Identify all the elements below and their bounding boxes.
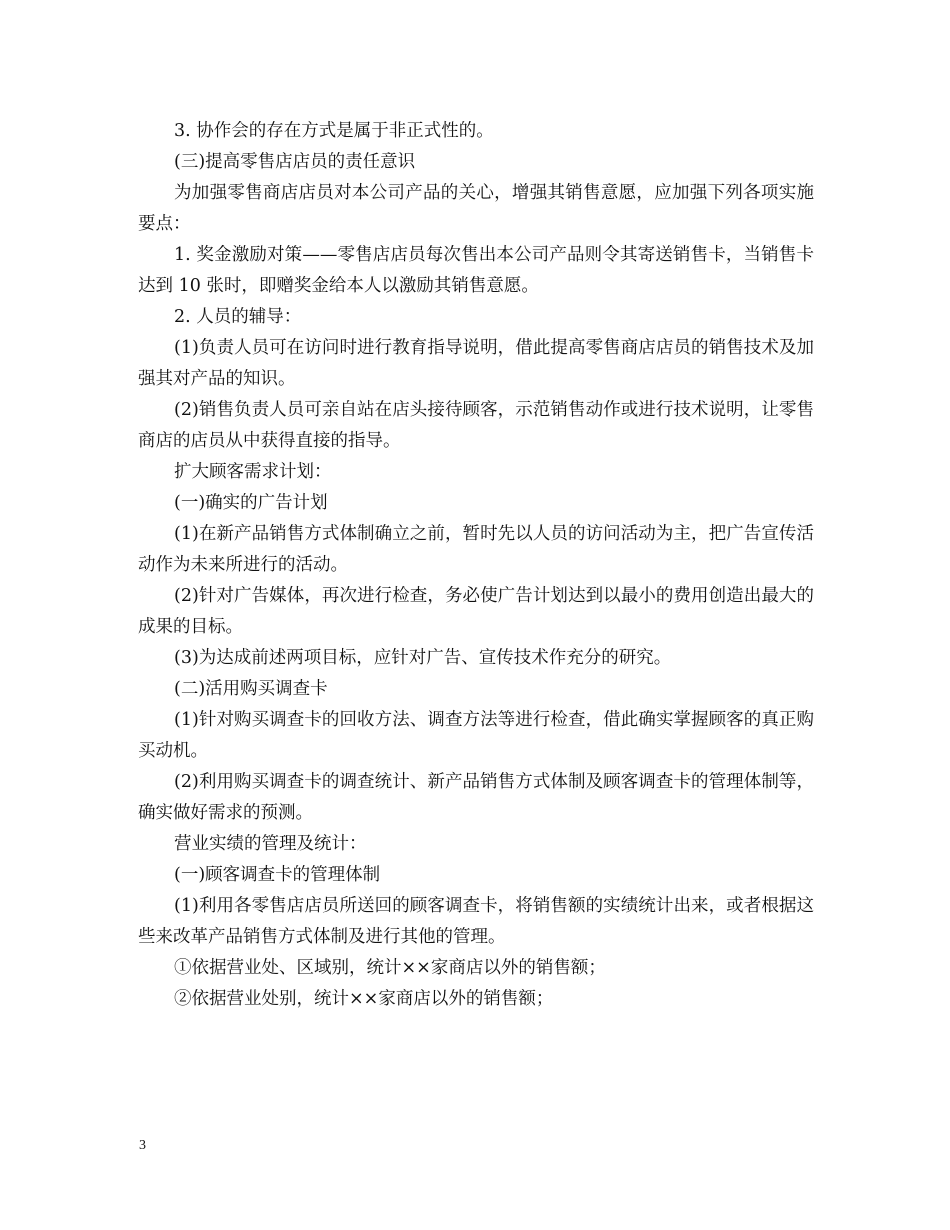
paragraph: (2)利用购买调查卡的调查统计、新产品销售方式体制及顾客调查卡的管理体制等，确实做好需求的预测。 — [138, 772, 814, 823]
paragraph: (2)销售负责人员可亲自站在店头接待顾客，示范销售动作或进行技术说明，让零售商店的店员从中获得直接的指导。 — [138, 400, 814, 451]
paragraph: (1)在新产品销售方式体制确立之前，暂时先以人员的访问活动为主，把广告宣传活动作为未来所进行的活动。 — [138, 524, 814, 575]
section-heading: 营业实绩的管理及统计： — [174, 834, 367, 854]
paragraph: 为加强零售商店店员对本公司产品的关心，增强其销售意愿，应加强下列各项实施要点： — [138, 183, 814, 234]
page-number: 3 — [139, 1138, 146, 1153]
paragraph: (1)针对购买调查卡的回收方法、调查方法等进行检查，借此确实掌握顾客的真正购买动机。 — [138, 710, 814, 761]
section-heading: (三)提高零售店店员的责任意识 — [174, 152, 416, 172]
document-body — [138, 116, 814, 1015]
paragraph: (3)为达成前述两项目标，应针对广告、宣传技术作充分的研究。 — [174, 648, 672, 668]
list-item: ①依据营业处、区域别，统计××家商店以外的销售额； — [174, 958, 606, 978]
paragraph: 1. 奖金激励对策——零售店店员每次售出本公司产品则令其寄送销售卡，当销售卡达到 10 张时，即赠奖金给本人以激励其销售意愿。 — [138, 245, 814, 296]
section-heading: (一)确实的广告计划 — [174, 493, 328, 513]
paragraph: (2)针对广告媒体，再次进行检查，务必使广告计划达到以最小的费用创造出最大的成果的目标。 — [138, 586, 814, 637]
section-heading: 扩大顾客需求计划： — [174, 462, 332, 482]
paragraph: 2. 人员的辅导： — [174, 307, 302, 327]
paragraph: (1)利用各零售店店员所送回的顾客调查卡，将销售额的实绩统计出来，或者根据这些来改革产品销售方式体制及进行其他的管理。 — [138, 896, 814, 947]
section-heading: (一)顾客调查卡的管理体制 — [174, 865, 381, 885]
section-heading: (二)活用购买调查卡 — [174, 679, 328, 699]
paragraph: (1)负责人员可在访问时进行教育指导说明，借此提高零售商店店员的销售技术及加强其对产品的知识。 — [138, 338, 814, 389]
list-item: ②依据营业处别，统计××家商店以外的销售额； — [174, 989, 554, 1009]
paragraph: 3. 协作会的存在方式是属于非正式性的。 — [174, 121, 494, 141]
